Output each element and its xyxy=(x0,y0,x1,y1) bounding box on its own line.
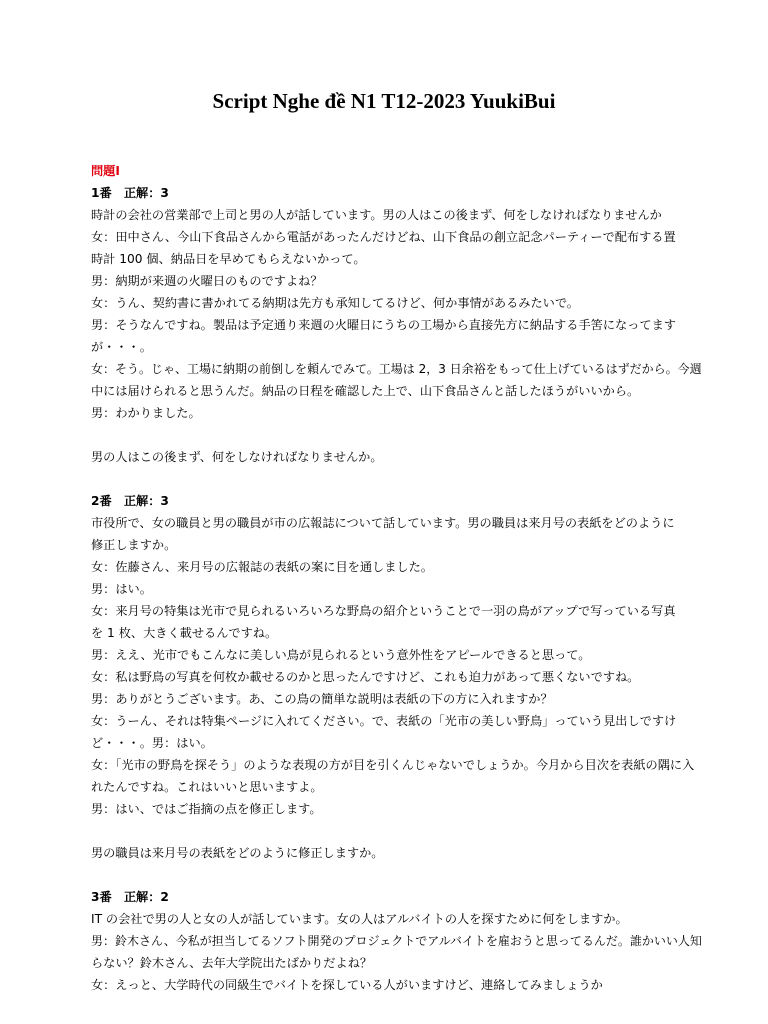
script-line: 女：佐藤さん、来月号の広報誌の表紙の案に目を通しました。 xyxy=(91,560,433,574)
script-line: が・・・。 xyxy=(91,340,152,354)
document-body xyxy=(91,160,703,996)
section-heading: 問題Ⅰ xyxy=(91,164,120,178)
question-heading: 2番 正解：3 xyxy=(91,494,169,508)
question-heading: 1番 正解：3 xyxy=(91,186,169,200)
paragraph-gap xyxy=(91,468,703,490)
script-line: 男：納期が来週の火曜日のものですよね？ xyxy=(91,274,323,288)
script-line: 女：うーん、それは特集ページに入れてください。で、表紙の「光市の美しい野鳥」っていう見出しですけ xyxy=(91,714,677,728)
script-line: 中には届けられると思うんだ。納品の日程を確認した上で、山下食品さんと話したほうがいいから。 xyxy=(91,384,640,398)
paragraph-gap xyxy=(91,424,703,446)
script-line: 時計の会社の営業部で上司と男の人が話しています。男の人はこの後まず、何をしなければなりませんか xyxy=(91,208,662,222)
script-line: 女：来月号の特集は光市で見られるいろいろな野鳥の紹介ということで一羽の鳥がアップで写っている写真 xyxy=(91,604,676,618)
script-line: 女：私は野鳥の写真を何枚か載せるのかと思ったんですけど、これも迫力があって悪くないですね。 xyxy=(91,670,640,684)
question-heading: 3番 正解：2 xyxy=(91,890,169,904)
script-line: れたんですね。これはいいと思いますよ。 xyxy=(91,780,323,794)
script-line: 男：そうなんですね。製品は予定通り来週の火曜日にうちの工場から直接先方に納品する手筈になってます xyxy=(91,318,676,332)
script-line: 男：はい。 xyxy=(91,582,152,596)
document-title: Script Nghe đề N1 T12-2023 YuukiBui xyxy=(212,89,556,113)
paragraph-gap xyxy=(91,820,703,842)
script-line: 市役所で、女の職員と男の職員が市の広報誌について話しています。男の職員は来月号の表紙をどのように xyxy=(91,516,675,530)
script-line: 女：田中さん、今山下食品さんから電話があったんだけどね、山下食品の創立記念パーティーで配布する置 xyxy=(91,230,676,244)
script-line: ど・・・。男：はい。 xyxy=(91,736,213,750)
script-line: を 1 枚、大きく載せるんですね。 xyxy=(91,626,278,640)
script-line: 男：わかりました。 xyxy=(91,406,201,420)
paragraph-gap xyxy=(91,864,703,886)
script-line: らない？鈴木さん、去年大学院出たばかりだよね？ xyxy=(91,956,373,970)
script-line: 女：えっと、大学時代の同級生でバイトを探している人がいますけど、連絡してみましょうか xyxy=(91,978,603,992)
script-line: 女：うん、契約書に書かれてる納期は先方も承知してるけど、何か事情があるみたいで。 xyxy=(91,296,579,310)
script-line: 女：「光市の野鳥を探そう」のような表現の方が目を引くんじゃないでしょうか。今月から目次を表紙の隅に入 xyxy=(91,758,695,772)
script-line: 女：そう。じゃ、工場に納期の前倒しを頼んでみて。工場は 2，3 日余裕をもって仕上げているはずだから。今週 xyxy=(91,362,702,376)
script-line: 時計 100 個、納品日を早めてもらえないかって。 xyxy=(91,252,366,266)
question-prompt: 男の人はこの後まず、何をしなければなりませんか。 xyxy=(91,450,383,464)
script-line: 男：ありがとうございます。あ、この鳥の簡単な説明は表紙の下の方に入れますか？ xyxy=(91,692,553,706)
script-line: 男：ええ、光市でもこんなに美しい鳥が見られるという意外性をアピールできると思って。 xyxy=(91,648,591,662)
script-line: 男：鈴木さん、今私が担当してるソフト開発のプロジェクトでアルバイトを雇おうと思ってるんだ。誰かいい人知 xyxy=(91,934,702,948)
script-line: IT の会社で男の人と女の人が話しています。女の人はアルバイトの人を探すために何をしますか。 xyxy=(91,912,628,926)
script-line: 修正しますか。 xyxy=(91,538,177,552)
script-line: 男：はい、ではご指摘の点を修正します。 xyxy=(91,802,322,816)
question-prompt: 男の職員は来月号の表紙をどのように修正しますか。 xyxy=(91,846,384,860)
